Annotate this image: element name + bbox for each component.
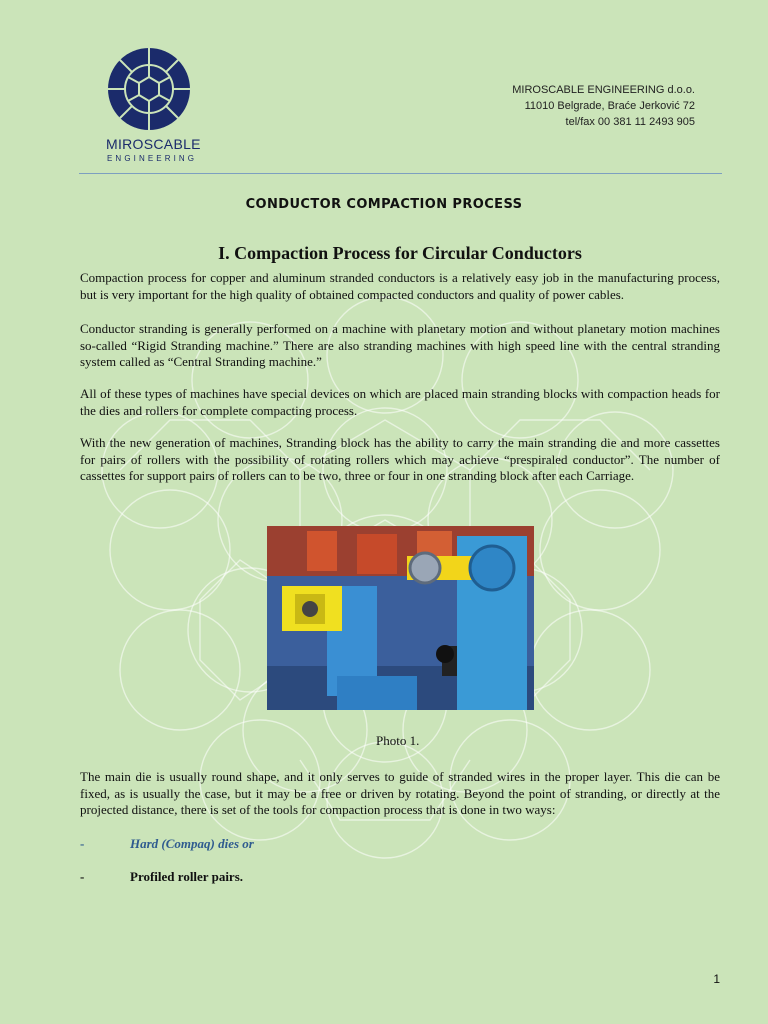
header-divider — [79, 173, 722, 174]
bullet-dash: - — [80, 836, 85, 851]
company-phone: tel/fax 00 381 11 2493 905 — [565, 116, 695, 128]
paragraph-5: The main die is usually round shape, and it only serves to guide of stranded wires in the proper layer. This die can be fixed, as is usually the case, but it may be a free or driven by rotating. Beyond the point of stranding, or directly at the projected distance, there is set of the tools for compaction process that is done in two ways: — [80, 769, 720, 817]
paragraph-3: All of these types of machines have special devices on which are placed main stranding blocks with compaction heads for the dies and rollers for complete compacting process. — [80, 386, 720, 418]
stranding-machine-photo — [267, 526, 534, 710]
page-number: 1 — [713, 972, 720, 986]
paragraph-1: Compaction process for copper and aluminum stranded conductors is a relatively easy job in the manufacturing process, but is very important for the high quality of obtained compacted conductors and quality of power cables. — [80, 270, 720, 302]
company-name: MIROSCABLE ENGINEERING d.o.o. — [512, 84, 695, 96]
bullet-hard-dies — [80, 836, 254, 852]
bullet-text: Hard (Compaq) dies or — [130, 836, 254, 851]
logo-subtitle: ENGINEERING — [107, 154, 198, 163]
logo-wordmark: MIROSCABLE — [106, 136, 201, 152]
bullet-dash: - — [80, 869, 85, 884]
document-title: CONDUCTOR COMPACTION PROCESS — [245, 197, 523, 212]
company-info — [512, 82, 695, 130]
section-heading: I. Compaction Process for Circular Conductors — [218, 243, 582, 263]
photo-caption: Photo 1. — [376, 733, 420, 748]
company-address: 11010 Belgrade, Braće Jerković 72 — [524, 100, 695, 112]
paragraph-2: Conductor stranding is generally performed on a machine with planetary motion and without planetary motion machines so-called “Rigid Stranding machine.” There are also stranding machines with high speed line with the central stranding system called as “Central Stranding machine.” — [80, 321, 720, 369]
bullet-roller-pairs — [80, 869, 243, 885]
miroscable-logo — [104, 44, 194, 134]
paragraph-4: With the new generation of machines, Stranding block has the ability to carry the main stranding die and more cassettes for pairs of rollers with the possibility of rotating rollers which may achieve “prespiraled conductor”. The number of cassettes for support pairs of rollers can to be two, three or four in one stranding block after each Carriage. — [80, 435, 720, 483]
bullet-text: Profiled roller pairs. — [130, 869, 244, 884]
